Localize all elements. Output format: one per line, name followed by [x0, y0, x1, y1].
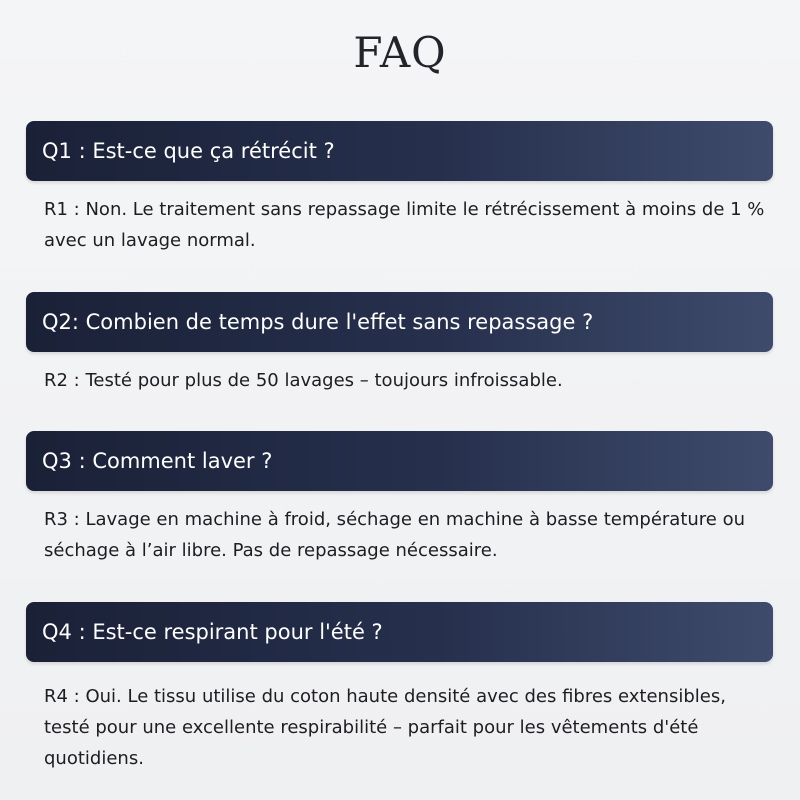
answer-r3: R3 : Lavage en machine à froid, séchage en machine à basse température ou séchage à l’air libre. Pas de repassage nécessaire. — [44, 509, 746, 561]
question-bar-q4 — [26, 602, 773, 662]
answer-r4: R4 : Oui. Le tissu utilise du coton haute densité avec des fibres extensibles, testé pour une excellente respirabilité – parfait pour les vêtements d'été quotidiens. — [44, 686, 726, 769]
question-bar-q1 — [26, 121, 773, 181]
faq-item-q4 — [26, 602, 773, 774]
answer-r1: R1 : Non. Le traitement sans repassage limite le rétrécissement à moins de 1 % avec un lavage normal. — [44, 199, 765, 251]
question-q2: Q2: Combien de temps dure l'effet sans repassage ? — [42, 310, 594, 334]
page-title: FAQ — [353, 28, 447, 77]
question-q1: Q1 : Est-ce que ça rétrécit ? — [42, 139, 335, 163]
answer-r2: R2 : Testé pour plus de 50 lavages – toujours infroissable. — [44, 370, 563, 391]
faq-item-q1 — [26, 121, 773, 256]
question-q4: Q4 : Est-ce respirant pour l'été ? — [42, 620, 383, 644]
faq-item-q2 — [26, 292, 773, 396]
faq-item-q3 — [26, 431, 773, 566]
question-bar-q3 — [26, 431, 773, 491]
question-bar-q2 — [26, 292, 773, 352]
question-q3: Q3 : Comment laver ? — [42, 449, 273, 473]
